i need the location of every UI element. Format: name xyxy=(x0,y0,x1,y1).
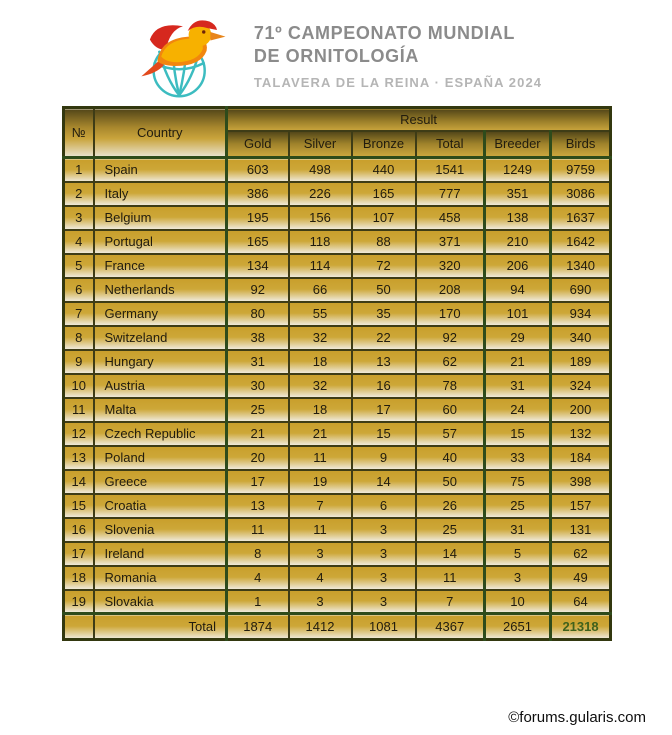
cell-silver: 11 xyxy=(289,446,352,470)
total-row-empty-cell xyxy=(64,614,94,640)
cell-silver: 21 xyxy=(289,422,352,446)
table-row xyxy=(64,230,611,254)
cell-bronze: 14 xyxy=(352,470,416,494)
table-row xyxy=(64,518,611,542)
cell-total: 50 xyxy=(416,470,485,494)
cell-total: 1541 xyxy=(416,158,485,182)
cell-no: 10 xyxy=(64,374,94,398)
cell-gold: 11 xyxy=(227,518,289,542)
cell-gold: 30 xyxy=(227,374,289,398)
total-row-label: Total xyxy=(94,614,227,640)
table-row xyxy=(64,158,611,182)
cell-no: 8 xyxy=(64,326,94,350)
cell-gold: 8 xyxy=(227,542,289,566)
table-row xyxy=(64,422,611,446)
table-row xyxy=(64,278,611,302)
cell-no: 9 xyxy=(64,350,94,374)
cell-birds: 62 xyxy=(551,542,611,566)
total-birds: 21318 xyxy=(551,614,611,640)
cell-gold: 25 xyxy=(227,398,289,422)
cell-country: Portugal xyxy=(94,230,227,254)
credit-watermark: ©forums.gularis.com xyxy=(508,709,646,726)
cell-birds: 132 xyxy=(551,422,611,446)
table-row xyxy=(64,398,611,422)
cell-total: 7 xyxy=(416,590,485,614)
cell-birds: 9759 xyxy=(551,158,611,182)
header-row-group xyxy=(64,108,611,131)
cell-silver: 32 xyxy=(289,374,352,398)
total-gold: 1874 xyxy=(227,614,289,640)
table-row xyxy=(64,350,611,374)
results-table xyxy=(62,106,612,641)
cell-total: 62 xyxy=(416,350,485,374)
cell-birds: 690 xyxy=(551,278,611,302)
cell-country: Hungary xyxy=(94,350,227,374)
cell-gold: 20 xyxy=(227,446,289,470)
cell-total: 40 xyxy=(416,446,485,470)
cell-total: 25 xyxy=(416,518,485,542)
cell-no: 11 xyxy=(64,398,94,422)
cell-no: 13 xyxy=(64,446,94,470)
cell-breeder: 94 xyxy=(485,278,551,302)
cell-no: 7 xyxy=(64,302,94,326)
cell-country: Greece xyxy=(94,470,227,494)
cell-total: 371 xyxy=(416,230,485,254)
cell-gold: 31 xyxy=(227,350,289,374)
cell-country: Germany xyxy=(94,302,227,326)
table-row xyxy=(64,254,611,278)
cell-gold: 21 xyxy=(227,422,289,446)
cell-no: 6 xyxy=(64,278,94,302)
cell-country: Czech Republic xyxy=(94,422,227,446)
total-row xyxy=(64,614,611,640)
cell-silver: 3 xyxy=(289,542,352,566)
cell-no: 2 xyxy=(64,182,94,206)
table-body xyxy=(64,158,611,614)
cell-country: Slovakia xyxy=(94,590,227,614)
cell-breeder: 1249 xyxy=(485,158,551,182)
column-header-gold: Gold xyxy=(227,131,289,158)
table-row xyxy=(64,494,611,518)
page-subtitle: TALAVERA DE LA REINA · ESPAÑA 2024 xyxy=(253,75,543,91)
cell-breeder: 351 xyxy=(485,182,551,206)
cell-total: 208 xyxy=(416,278,485,302)
total-bronze: 1081 xyxy=(352,614,416,640)
column-header-birds: Birds xyxy=(551,131,611,158)
cell-gold: 386 xyxy=(227,182,289,206)
cell-bronze: 88 xyxy=(352,230,416,254)
cell-silver: 114 xyxy=(289,254,352,278)
cell-silver: 66 xyxy=(289,278,352,302)
cell-country: Italy xyxy=(94,182,227,206)
cell-bronze: 13 xyxy=(352,350,416,374)
cell-silver: 226 xyxy=(289,182,352,206)
cell-gold: 13 xyxy=(227,494,289,518)
cell-silver: 498 xyxy=(289,158,352,182)
column-header-breeder: Breeder xyxy=(485,131,551,158)
cell-breeder: 21 xyxy=(485,350,551,374)
cell-bronze: 9 xyxy=(352,446,416,470)
cell-total: 57 xyxy=(416,422,485,446)
cell-birds: 1637 xyxy=(551,206,611,230)
cell-breeder: 24 xyxy=(485,398,551,422)
cell-breeder: 5 xyxy=(485,542,551,566)
cell-birds: 189 xyxy=(551,350,611,374)
table-row xyxy=(64,542,611,566)
cell-bronze: 107 xyxy=(352,206,416,230)
cell-no: 19 xyxy=(64,590,94,614)
cell-no: 15 xyxy=(64,494,94,518)
column-header-no: № xyxy=(64,108,94,158)
cell-breeder: 138 xyxy=(485,206,551,230)
cell-country: Ireland xyxy=(94,542,227,566)
cell-no: 3 xyxy=(64,206,94,230)
cell-no: 14 xyxy=(64,470,94,494)
cell-breeder: 25 xyxy=(485,494,551,518)
cell-total: 777 xyxy=(416,182,485,206)
cell-silver: 7 xyxy=(289,494,352,518)
cell-birds: 184 xyxy=(551,446,611,470)
cell-gold: 92 xyxy=(227,278,289,302)
cell-total: 26 xyxy=(416,494,485,518)
cell-gold: 38 xyxy=(227,326,289,350)
cell-bronze: 50 xyxy=(352,278,416,302)
cell-breeder: 101 xyxy=(485,302,551,326)
cell-country: Slovenia xyxy=(94,518,227,542)
cell-silver: 19 xyxy=(289,470,352,494)
cell-gold: 80 xyxy=(227,302,289,326)
cell-country: Malta xyxy=(94,398,227,422)
table-row xyxy=(64,566,611,590)
cell-birds: 340 xyxy=(551,326,611,350)
cell-country: Netherlands xyxy=(94,278,227,302)
column-header-silver: Silver xyxy=(289,131,352,158)
cell-silver: 32 xyxy=(289,326,352,350)
cell-bronze: 165 xyxy=(352,182,416,206)
cell-bronze: 3 xyxy=(352,542,416,566)
page-header xyxy=(0,0,672,102)
cell-no: 18 xyxy=(64,566,94,590)
table-row xyxy=(64,182,611,206)
cell-silver: 4 xyxy=(289,566,352,590)
cell-bronze: 440 xyxy=(352,158,416,182)
cell-total: 458 xyxy=(416,206,485,230)
cell-gold: 195 xyxy=(227,206,289,230)
cell-no: 12 xyxy=(64,422,94,446)
cell-country: Poland xyxy=(94,446,227,470)
cell-country: Croatia xyxy=(94,494,227,518)
table-row xyxy=(64,374,611,398)
championship-logo xyxy=(130,12,234,102)
page-title-line1: 71º CAMPEONATO MUNDIAL xyxy=(253,23,515,44)
cell-country: Spain xyxy=(94,158,227,182)
cell-birds: 398 xyxy=(551,470,611,494)
table-row xyxy=(64,590,611,614)
cell-total: 170 xyxy=(416,302,485,326)
cell-country: Belgium xyxy=(94,206,227,230)
cell-birds: 64 xyxy=(551,590,611,614)
cell-gold: 165 xyxy=(227,230,289,254)
cell-bronze: 16 xyxy=(352,374,416,398)
results-table-container xyxy=(62,106,672,641)
table-row xyxy=(64,326,611,350)
cell-gold: 134 xyxy=(227,254,289,278)
cell-bronze: 17 xyxy=(352,398,416,422)
table-row xyxy=(64,446,611,470)
cell-bronze: 3 xyxy=(352,518,416,542)
cell-total: 92 xyxy=(416,326,485,350)
cell-no: 16 xyxy=(64,518,94,542)
cell-bronze: 15 xyxy=(352,422,416,446)
cell-gold: 603 xyxy=(227,158,289,182)
total-total: 4367 xyxy=(416,614,485,640)
cell-breeder: 210 xyxy=(485,230,551,254)
cell-breeder: 31 xyxy=(485,374,551,398)
cell-breeder: 10 xyxy=(485,590,551,614)
cell-silver: 55 xyxy=(289,302,352,326)
cell-bronze: 72 xyxy=(352,254,416,278)
cell-total: 60 xyxy=(416,398,485,422)
cell-total: 11 xyxy=(416,566,485,590)
cell-bronze: 3 xyxy=(352,590,416,614)
cell-birds: 157 xyxy=(551,494,611,518)
cell-no: 17 xyxy=(64,542,94,566)
table-row xyxy=(64,206,611,230)
cell-country: Switzeland xyxy=(94,326,227,350)
cell-birds: 3086 xyxy=(551,182,611,206)
page-title-line2: DE ORNITOLOGÍA xyxy=(253,46,419,67)
cell-country: France xyxy=(94,254,227,278)
column-group-result: Result xyxy=(227,108,611,131)
cell-breeder: 3 xyxy=(485,566,551,590)
cell-birds: 1642 xyxy=(551,230,611,254)
cell-silver: 156 xyxy=(289,206,352,230)
cell-no: 1 xyxy=(64,158,94,182)
cell-total: 320 xyxy=(416,254,485,278)
cell-total: 78 xyxy=(416,374,485,398)
cell-breeder: 206 xyxy=(485,254,551,278)
total-silver: 1412 xyxy=(289,614,352,640)
cell-gold: 17 xyxy=(227,470,289,494)
column-header-total: Total xyxy=(416,131,485,158)
cell-silver: 11 xyxy=(289,518,352,542)
cell-gold: 1 xyxy=(227,590,289,614)
cell-breeder: 29 xyxy=(485,326,551,350)
cell-total: 14 xyxy=(416,542,485,566)
cell-bronze: 35 xyxy=(352,302,416,326)
cell-birds: 1340 xyxy=(551,254,611,278)
title-block xyxy=(254,22,542,92)
cell-country: Romania xyxy=(94,566,227,590)
cell-silver: 18 xyxy=(289,398,352,422)
cell-breeder: 75 xyxy=(485,470,551,494)
cell-breeder: 33 xyxy=(485,446,551,470)
cell-gold: 4 xyxy=(227,566,289,590)
cell-birds: 324 xyxy=(551,374,611,398)
cell-no: 5 xyxy=(64,254,94,278)
cell-birds: 49 xyxy=(551,566,611,590)
cell-silver: 18 xyxy=(289,350,352,374)
cell-breeder: 15 xyxy=(485,422,551,446)
cell-country: Austria xyxy=(94,374,227,398)
column-header-country: Country xyxy=(94,108,227,158)
cell-breeder: 31 xyxy=(485,518,551,542)
cell-birds: 200 xyxy=(551,398,611,422)
cell-birds: 934 xyxy=(551,302,611,326)
cell-no: 4 xyxy=(64,230,94,254)
cell-birds: 131 xyxy=(551,518,611,542)
column-header-bronze: Bronze xyxy=(352,131,416,158)
cell-bronze: 6 xyxy=(352,494,416,518)
cell-silver: 118 xyxy=(289,230,352,254)
table-row xyxy=(64,302,611,326)
cell-bronze: 3 xyxy=(352,566,416,590)
cell-bronze: 22 xyxy=(352,326,416,350)
total-breeder: 2651 xyxy=(485,614,551,640)
cell-silver: 3 xyxy=(289,590,352,614)
table-row xyxy=(64,470,611,494)
